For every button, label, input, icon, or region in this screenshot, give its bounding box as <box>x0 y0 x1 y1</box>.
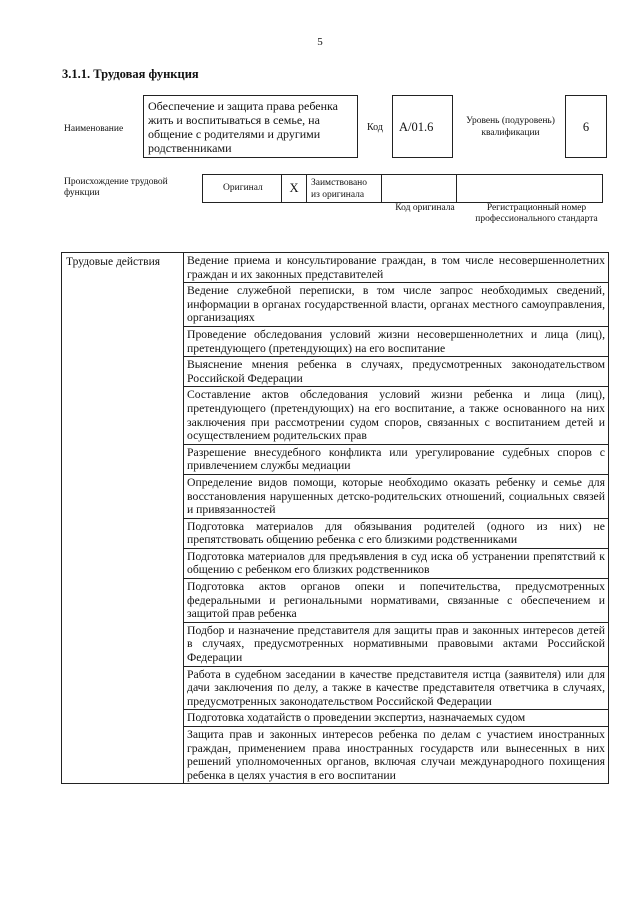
origin-row <box>203 174 603 203</box>
qualification-level-box: 6 <box>565 95 607 158</box>
labor-action: Ведение приема и консультирование граждан, в том числе несовершеннолетних граждан и их законных представителей <box>184 253 609 283</box>
origin-code-cell <box>381 174 457 203</box>
labor-action: Разрешение внесудебного конфликта или урегулирование судебных споров с привлечением службы медиации <box>184 444 609 474</box>
labor-actions-body <box>62 253 609 784</box>
labor-actions-header: Трудовые действия <box>62 253 184 784</box>
origin-code-caption: Код оригинала <box>395 203 455 213</box>
section-title: 3.1.1. Трудовая функция <box>62 67 199 81</box>
labor-action: Проведение обследования условий жизни несовершеннолетних и лица (лиц), претендующего (претендующих) на его воспитание <box>184 326 609 356</box>
function-name-box: Обеспечение и защита права ребенка жить и воспитываться в семье, на общение с родителями и другими родственниками <box>143 95 358 158</box>
labor-actions-table <box>61 252 609 784</box>
labor-action: Составление актов обследования условий жизни ребенка и лица (лиц), претендующего (претендующих) на его воспитание, а также основанного на них заключения при рассмотрении судом споров, связанных с воспитанием детей и осуществлением родительских прав <box>184 387 609 444</box>
labor-action: Подготовка материалов для предъявления в суд иска об устранении препятствий к общению с ребенком его близких родственников <box>184 548 609 578</box>
registration-caption: Регистрационный номер профессионального стандарта <box>475 203 598 224</box>
qualification-level-label: Уровень (подуровень) квалификации <box>466 116 555 138</box>
code-label: Код <box>367 122 383 133</box>
origin-original-cell: Оригинал <box>202 174 282 203</box>
labor-action: Подготовка ходатайств о проведении экспертиз, назначаемых судом <box>184 710 609 727</box>
labor-action: Защита прав и законных интересов ребенка по делам с участием иностранных граждан, применением права иностранных государств или вынесенных в них решений уполномоченных органов, включая случаи международного похищения ребенка в целях участия в его воспитании <box>184 727 609 784</box>
origin-mark-cell: X <box>281 174 307 203</box>
labor-action: Подготовка материалов для обязывания родителей (одного из них) не препятствовать общению ребенка с его близкими родственниками <box>184 518 609 548</box>
labor-action: Определение видов помощи, которые необходимо оказать ребенку и семье для восстановления нарушенных детско-родительских отношений, социальных связей и привязанностей <box>184 474 609 518</box>
origin-borrowed-cell: Заимствовано из оригинала <box>306 174 382 203</box>
table-row <box>62 253 609 283</box>
registration-number-cell <box>456 174 603 203</box>
labor-action: Подготовка актов органов опеки и попечительства, предусмотренных федеральными и региональными нормативами, связанные с обеспечением и защитой прав ребенка <box>184 579 609 623</box>
labor-action: Работа в судебном заседании в качестве представителя истца (заявителя) или для дачи заключения по делу, а также в качестве представителя ответчика в случаях, предусмотренных законодательством Российской Федерации <box>184 666 609 710</box>
name-label: Наименование <box>64 124 124 134</box>
function-code-box: A/01.6 <box>392 95 453 158</box>
labor-action: Выяснение мнения ребенка в случаях, предусмотренных законодательством Российской Федерации <box>184 357 609 387</box>
labor-action: Подбор и назначение представителя для защиты прав и законных интересов детей в случаях, предусмотренных нормативными правовыми актами Российской Федерации <box>184 622 609 666</box>
labor-action: Ведение служебной переписки, в том числе запрос необходимых сведений, информации в органах государственной власти, органах местного самоуправления, организациях <box>184 283 609 327</box>
page-number: 5 <box>317 36 323 48</box>
origin-label: Происхождение трудовой функции <box>64 177 168 198</box>
